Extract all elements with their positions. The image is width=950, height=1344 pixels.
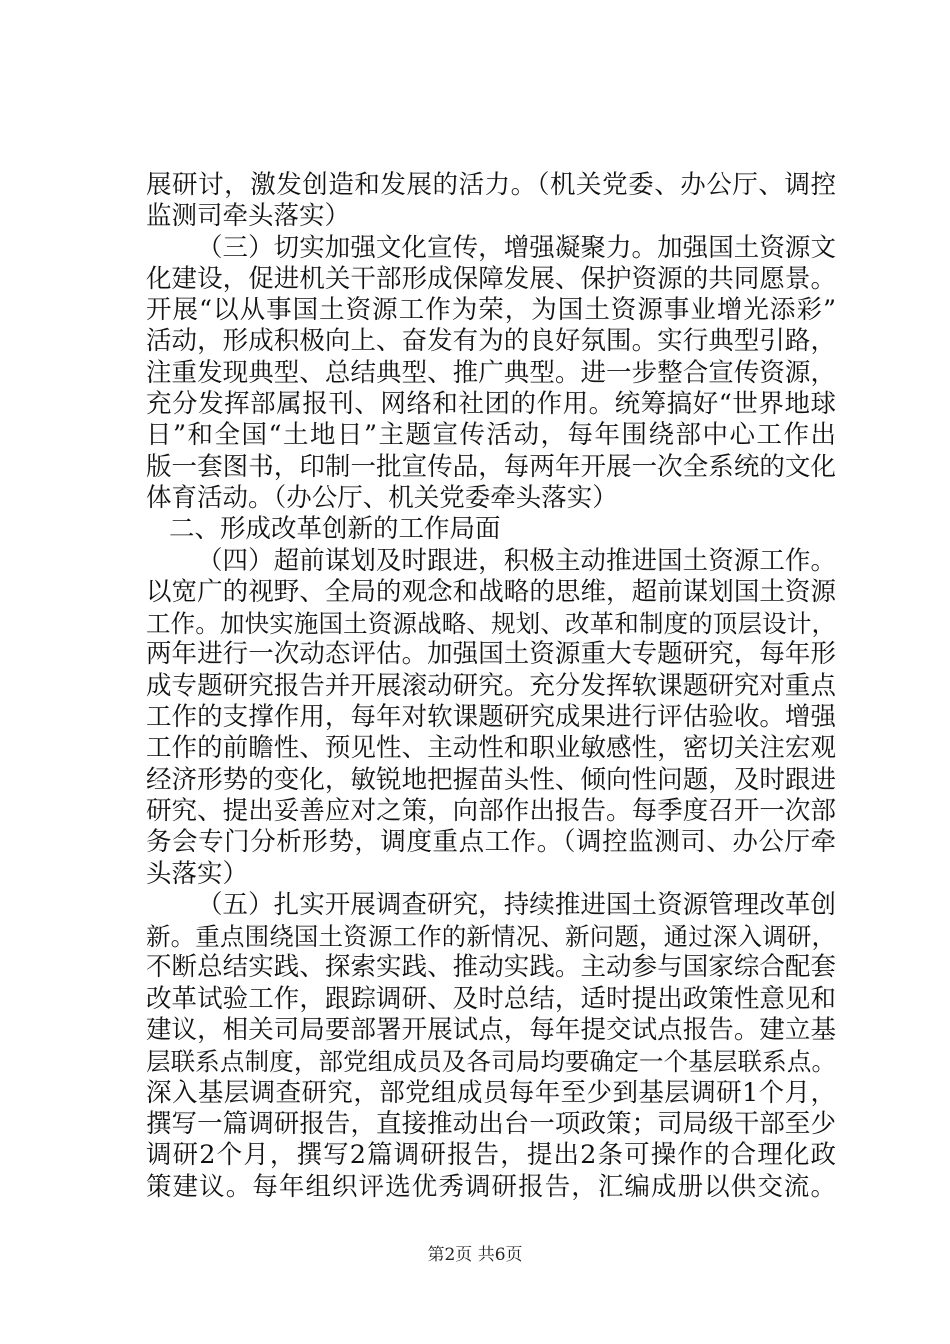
text-line: 深入基层调查研究，部党组成员每年至少到基层调研1个月，	[146, 1077, 836, 1108]
text-line: 化建设，促进机关干部形成保障发展、保护资源的共同愿景。	[146, 263, 836, 294]
text-line: 策建议。每年组织评选优秀调研报告，汇编成册以供交流。	[146, 1171, 836, 1202]
text-line: 监测司牵头落实）	[146, 201, 351, 232]
page-footer: 第2页 共6页	[427, 1245, 523, 1265]
text-line: 头落实）	[146, 858, 249, 889]
section-heading: 二、形成改革创新的工作局面	[169, 514, 501, 545]
text-line: 开展“以从事国土资源工作为荣，为国土资源事业增光添彩”	[146, 295, 836, 326]
text-line: （五）扎实开展调查研究，持续推进国土资源管理改革创	[197, 889, 836, 920]
text-line: 工作的前瞻性、预见性、主动性和职业敏感性，密切关注宏观	[146, 733, 836, 764]
text-line: 版一套图书，印制一批宣传品，每两年开展一次全系统的文化	[146, 451, 836, 482]
text-line: 两年进行一次动态评估。加强国土资源重大专题研究，每年形	[146, 639, 836, 670]
text-line: 展研讨，激发创造和发展的活力。（机关党委、办公厅、调控	[146, 170, 836, 200]
text-line: 层联系点制度，部党组成员及各司局均要确定一个基层联系点。	[146, 1047, 836, 1077]
text-line: （四）超前谋划及时跟进，积极主动推进国土资源工作。	[197, 545, 836, 576]
text-line: 活动，形成积极向上、奋发有为的良好氛围。实行典型引路，	[146, 326, 836, 357]
text-line: 撰写一篇调研报告，直接推动出台一项政策；司局级干部至少	[146, 1108, 836, 1139]
text-line: 调研2个月，撰写2篇调研报告，提出2条可操作的合理化政	[146, 1140, 836, 1171]
text-line: 以宽广的视野、全局的观念和战略的思维，超前谋划国土资源	[146, 576, 836, 607]
text-line: （三）切实加强文化宣传，增强凝聚力。加强国土资源文	[197, 232, 836, 263]
text-line: 研究、提出妥善应对之策，向部作出报告。每季度召开一次部	[146, 795, 836, 826]
text-line: 务会专门分析形势，调度重点工作。（调控监测司、办公厅牵	[146, 827, 836, 858]
text-line: 注重发现典型、总结典型、推广典型。进一步整合宣传资源，	[146, 357, 836, 388]
body-text	[146, 170, 836, 1203]
text-line: 充分发挥部属报刊、网络和社团的作用。统筹搞好“世界地球	[146, 389, 836, 420]
text-line: 改革试验工作，跟踪调研、及时总结，适时提出政策性意见和	[146, 983, 836, 1014]
text-line: 新。重点围绕国土资源工作的新情况、新问题，通过深入调研，	[146, 922, 836, 952]
text-line: 不断总结实践、探索实践、推动实践。主动参与国家综合配套	[146, 952, 836, 983]
text-line: 经济形势的变化，敏锐地把握苗头性、倾向性问题，及时跟进	[146, 764, 836, 795]
text-line: 体育活动。（办公厅、机关党委牵头落实）	[146, 482, 618, 513]
text-line: 工作。加快实施国土资源战略、规划、改革和制度的顶层设计，	[146, 609, 836, 639]
text-line: 日”和全国“土地日”主题宣传活动，每年围绕部中心工作出	[146, 420, 836, 451]
text-line: 建议，相关司局要部署开展试点，每年提交试点报告。建立基	[146, 1015, 836, 1046]
text-line: 工作的支撑作用，每年对软课题研究成果进行评估验收。增强	[146, 702, 836, 733]
text-line: 成专题研究报告并开展滚动研究。充分发挥软课题研究对重点	[146, 670, 836, 701]
